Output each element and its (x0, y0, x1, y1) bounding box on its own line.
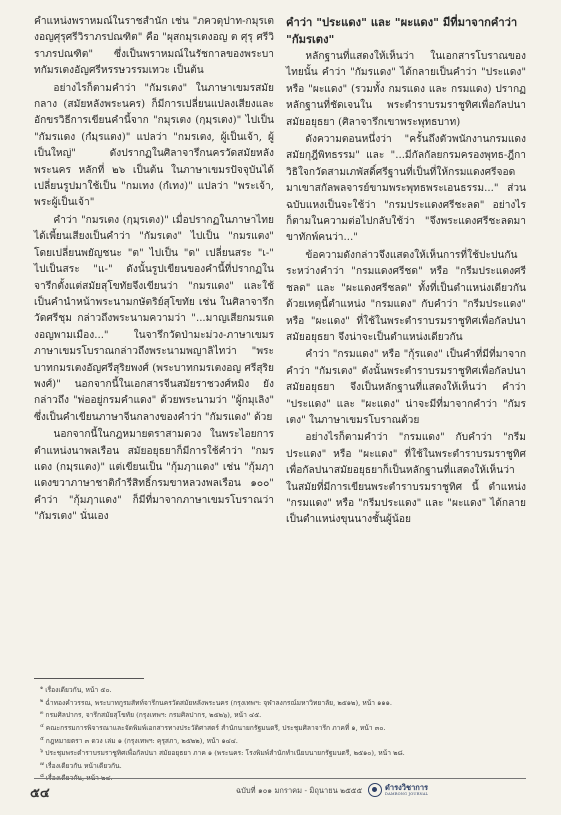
paragraph: ดังความตอนหนึ่งว่า "ครั้นถึงตัวพนักงานกรมแดงสมัยกุฎีพิทธรรม" และ "...มีกัลกัลยกรมครองพุทธ-ฎีกาวิธิใจกวัดสามเภพัสดิ์ศรีฐานที่เป็นที่ให้กรมแดงศรีจอดมาเขาสกัลพลจารย์ขามพระพุทธพระเอนธรรม..." ส่วนฉบับแหงเป็นจะใช้ว่า "กรมประแดงศรีชะลด" อย่างไรก็ตามในความต่อไปกลับใช้ว่า "จึงพระแดงศรีชะลดมาขาทักพ์คนว่า..." (286, 134, 526, 244)
footnote-text: กฎหมายตรา ๓ ดวง เล่ม ๑ (กรุงเทพฯ: คุรุสภา, ๒๕๒๒), หน้า ๑๔๔. (45, 736, 238, 745)
footnote-number: ๒ (40, 697, 44, 704)
paragraph: คำว่า "กมรเตง (กฺมฺรเตง)" เมื่อปรากฏในภาษาไทยได้เพี้ยนเสียงเป็นคำว่า "กัมรเตง" ไปเป็น "กมรแตง" โดยเปลี่ยนพยัญชนะ "ต" ไปเป็น "ด" เปลี่ยนสระ "เ-" ไปเป็นสระ "แ-" ดังนั้นรูปเขียนของคำนี้ที่ปรากฏในจารึกตั้งแต่สมัยสุโขทัยจึงเขียนว่า "กมรแดง" และใช้เป็นคำนำหน้าพระนามกษัตริย์สุโขทัย เช่น ในศิลาจารึกวัดศรีชุม กล่าวถึงพระนามความว่า "...มาญเสียกมรแดงอญพามเมือง..." ในจารึกวัดป่ามะม่วง-ภาษาเขมร ภาษาเขมรโบราณกล่าวถึงพระนามพญาลิไทว่า "พระบาทกมรเตงอัญศรีสุริยพงศ์ (พระบาทกมรเตงอญ ศรีสุริยพงศ์)" นอกจากนี้ในเอกสารจีนสมัยราชวงศ์หมิง ยังกล่าวถึง "พ่ออยู่กรมคำแดง" ด้วยพระนามว่า "ผู้กมุเลิง" ซึ่งเป็นคำเขียนภาษาจีนกลางของคำว่า "กัมรแดง" ด้วย (34, 214, 274, 423)
publisher-logo-icon (368, 783, 382, 797)
footer-rule (34, 778, 526, 779)
logo-name: ดำรงวิชาการ (385, 782, 429, 792)
footnote (40, 696, 530, 709)
footnote-number: ๖ (40, 748, 44, 755)
footnote-number: ๕ (40, 735, 44, 742)
footnote-text: กรมศิลปากร, จารึกสมัยสุโขทัย (กรุงเทพฯ: กรมศิลปากร, ๒๕๒๖), หน้า ๔๕. (45, 711, 262, 720)
footnote-text: เรื่องเดียวกัน, หน้า ๕๐. (45, 686, 112, 695)
footnote-text: คณะกรรมการพิจารณาและจัดพิมพ์เอกสารทางประวัติศาสตร์ สำนักนายกรัฐมนตรี, ประชุมศิลาจารึก ภาคที่ ๑, หน้า ๓๐. (45, 724, 386, 733)
logo-text (385, 784, 428, 797)
right-column (286, 14, 526, 530)
paragraph: คำว่า "กรมแดง" หรือ "กุ้รแดง" เป็นคำที่มีที่มาจากคำว่า "กัมรเตง" ดังนั้นพระตำราบรมราชูทิศเพื่อกัลปนาสมัยอยุธยา จึงเป็นหลักฐานที่แสดงให้เห็นว่า คำว่า "ประแดง" และ "ผะแดง" น่าจะมีที่มาจากคำว่า "กัมรเตง" ในภาษาเขมรโบราณด้วย (286, 349, 526, 426)
issue-info: ฉบับที่ ๑๐๑ มกราคม - มิถุนายน ๒๕๕๕ (236, 786, 363, 795)
footnote-number: ๘ (40, 773, 44, 780)
paragraph: หลักฐานที่แสดงให้เห็นว่า ในเอกสารโบราณของไทยนั้น คำว่า "กัมรแดง" ได้กลายเป็นคำว่า "ประแดง" หรือ "ผะแดง" (รวมทั้ง กมรแดง และ กรมแดง) ปรากฏหลักฐานที่ชัดเจนใน พระตำราบรมราชูทิศเพื่อกัลปนาสมัยอยุธยา (ศิลาจารึกเขาพระพุทธบาท) (286, 51, 526, 128)
footnote (40, 708, 530, 721)
footnote-number: ๓ (40, 710, 44, 717)
publisher-logo (368, 783, 428, 797)
left-column (34, 14, 274, 527)
footnote-number: ๔ (40, 722, 44, 729)
footnote-number: ๗ (40, 760, 44, 767)
footnote-divider (34, 678, 144, 679)
paragraph: อย่างไรก็ตามคำว่า "กัมรเตง" ในภาษาเขมรสมัยกลาง (สมัยหลังพระนคร) ก็มีการเปลี่ยนแปลงเสียงและอักขรวิธีการเขียนคำนี้จาก "กมุรเตง (กฺมฺรเตง)" ไปเป็น "กัมรแดง (กํมฺรแตง)" แปลว่า "กมรเตง, ผู้เป็นเจ้า, ผู้เป็นใหญ่" ดังปรากฏในศิลาจารึกนครวัดสมัยหลังพระนคร หลักที่ ๒๖ เป็นต้น ในภาษาเขมรปัจจุบันได้เปลี่ยนรูปมาใช้เป็น "กมเทง (กํเทง)" แปลว่า "พระเจ้า, พระผู้เป็นเจ้า" (34, 82, 274, 209)
footnote (40, 721, 530, 734)
footnote-number: ๑ (40, 685, 44, 691)
footnote-text: เรื่องเดียวกัน, หน้า ๒๔. (45, 774, 113, 783)
paragraph: คำแหน่งพราหมณ์ในราชสำนัก เช่น "ภควดุปาท-กมุรเตงอญศุรุศรีวิราภรปณฑิต" คือ "ผุสกมุรเตงอญ ต ศุรุ ศรีวิราภรปณฑิต" ซึ่งเป็นพราหมณ์ในรัชกาลของพระบาทกัมรเตงอัญศรีหรรษวรรมเทวะ เป็นต้น (34, 16, 274, 77)
footnote (40, 759, 530, 772)
footnote-text: เรื่องเดียวกัน หน้าเดียวกัน. (45, 762, 122, 771)
paragraph: อย่างไรก็ตามคำว่า "กรมแดง" กับคำว่า "กรีมประแดง" หรือ "ผะแดง" ที่ใช้ในพระตำราบรมราชูทิศเพื่อกัลปนาสมัยอยุธยาก็เป็นหลักฐานที่แสดงให้เห็นว่า ในสมัยที่มีการเขียนพระตำราบรมราชูทิศ นี้ ตำแหน่ง "กรมแดง" หรือ "กรีมประแดง" และ "ผะแดง" ได้กลายเป็นตำแหน่งขุนนางชั้นผู้น้อย (286, 432, 526, 526)
logo-subtitle: DAMRONG JOURNAL (385, 791, 429, 796)
footnote-text: ประชุมพระตำราบรมราชูทิศเพื่อกัลปนา สมัยอยุธยา ภาค ๑ (พระนคร: โรงพิมพ์สำนักทำเนียบนายกรัฐมนตรี, ๒๕๑๐), หน้า ๒๘. (45, 749, 405, 758)
paragraph: ข้อความดังกล่าวจึงแสดงให้เห็นการที่ใช้ปะปนกันระหว่างคำว่า "กรมแดงศรีชด" หรือ "กรีมประแดงศรีชลด" และ "ผะแดงศรีชลด" ทั้งที่เป็นตำแหน่งเดียวกัน ด้วยเหตุนี้ตำแหน่ง "กรมแดง" กับคำว่า "กรีมประแดง" หรือ "ผะแดง" ที่ใช้ในพระตำราบรมราชูทิศเพื่อกัลปนาสมัยอยุธยา จึงน่าจะเป็นตำแหน่งเดียวกัน (286, 249, 526, 343)
footnote (40, 683, 530, 696)
paragraph: นอกจากนี้ในกฎหมายตราสามดวง ในพระไอยการตำแหน่งนาพลเรือน สมัยอยุธยาก็มีการใช้คำว่า "กมรแดง (กมฺรแตง)" แต่เขียนเป็น "กุ้มภฺาแดง" เช่น "กุ้มภฺาแดงขวาภาษาชาติกำรีสิทธิ์กรมขาหลวงพลเรือน ๑๐๐" คำว่า "กุ้มภฺาแดง" ก็มีที่มาจากภาษาเขมรโบราณว่า "กัมรเตง" นั่นเอง (34, 429, 274, 523)
footnote (40, 734, 530, 747)
section-heading: คำว่า "ประแดง" และ "ผะแดง" มีที่มาจากคำว่า "กัมรเตง" (286, 15, 518, 46)
footnote (40, 746, 530, 759)
footnotes (40, 683, 530, 784)
page-number: ๕๔ (30, 786, 50, 801)
footnote-text: ฉ่ำทองคำวรรณ, พระบาทกูรมสัทท์จารึกนครวัดสมัยหลังพระนคร (กรุงเทพฯ: จุฬาลงกรณ์มหาวิทยาลัย, ๒๕๑๒), หน้า ๑๑๑. (45, 698, 393, 707)
